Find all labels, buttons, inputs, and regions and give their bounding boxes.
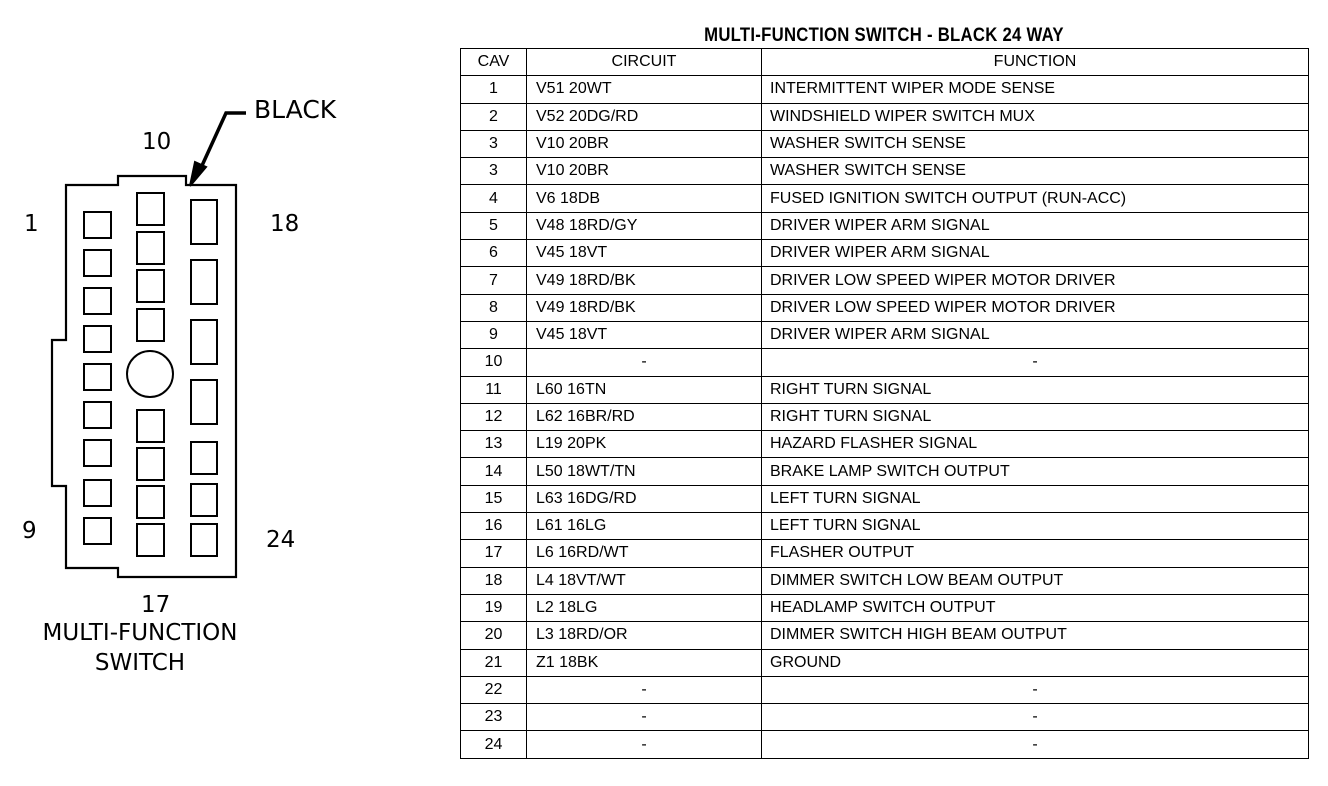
cell-cav: 3 — [461, 130, 527, 157]
cell-cav: 13 — [461, 431, 527, 458]
cell-cav: 16 — [461, 513, 527, 540]
table-row — [461, 676, 1309, 703]
header-circuit: CIRCUIT — [527, 49, 762, 76]
table-row — [461, 622, 1309, 649]
connector-caption-line2: SWITCH — [94, 650, 186, 676]
cell-function: RIGHT TURN SIGNAL — [762, 403, 1309, 430]
cell-cav: 15 — [461, 485, 527, 512]
cavity-column-middle — [127, 193, 173, 556]
table-row — [461, 294, 1309, 321]
cell-cav: 12 — [461, 403, 527, 430]
cell-circuit: L4 18VT/WT — [527, 567, 762, 594]
cavity — [137, 270, 164, 302]
pinout-table — [460, 48, 1309, 759]
cell-function: FLASHER OUTPUT — [762, 540, 1309, 567]
cell-cav: 20 — [461, 622, 527, 649]
table-row — [461, 130, 1309, 157]
cell-function: - — [762, 349, 1309, 376]
table-row — [461, 458, 1309, 485]
cavity — [84, 364, 111, 390]
table-row — [461, 185, 1309, 212]
cavity — [137, 309, 164, 341]
cavity — [137, 410, 164, 442]
label-arrow-head — [190, 162, 206, 186]
cell-circuit: V48 18RD/GY — [527, 212, 762, 239]
cell-cav: 19 — [461, 594, 527, 621]
cell-cav: 17 — [461, 540, 527, 567]
cavity — [84, 402, 111, 428]
cell-circuit: - — [527, 731, 762, 758]
cell-circuit: L60 16TN — [527, 376, 762, 403]
cavity — [84, 326, 111, 352]
cell-circuit: L62 16BR/RD — [527, 403, 762, 430]
cell-function: WINDSHIELD WIPER SWITCH MUX — [762, 103, 1309, 130]
table-row — [461, 403, 1309, 430]
cell-function: DRIVER WIPER ARM SIGNAL — [762, 212, 1309, 239]
pin-label-top: 10 — [142, 129, 172, 155]
cavity — [191, 442, 217, 474]
table-row — [461, 567, 1309, 594]
pin-label-bottom-left: 9 — [22, 518, 37, 544]
cell-circuit: V10 20BR — [527, 130, 762, 157]
cell-function: WASHER SWITCH SENSE — [762, 130, 1309, 157]
cell-function: HEADLAMP SWITCH OUTPUT — [762, 594, 1309, 621]
cell-circuit: Z1 18BK — [527, 649, 762, 676]
cell-circuit: L6 16RD/WT — [527, 540, 762, 567]
cell-cav: 4 — [461, 185, 527, 212]
cell-cav: 22 — [461, 676, 527, 703]
cell-function: DRIVER WIPER ARM SIGNAL — [762, 240, 1309, 267]
cavity — [191, 200, 217, 244]
cell-circuit: L63 16DG/RD — [527, 485, 762, 512]
cavity-column-right — [191, 200, 217, 556]
cell-circuit: L50 18WT/TN — [527, 458, 762, 485]
cell-cav: 24 — [461, 731, 527, 758]
cavity — [191, 260, 217, 304]
cell-function: GROUND — [762, 649, 1309, 676]
pin-label-top-left: 1 — [24, 211, 39, 237]
cell-function: - — [762, 731, 1309, 758]
table-title: MULTI-FUNCTION SWITCH - BLACK 24 WAY — [704, 25, 1064, 46]
header-cav: CAV — [461, 49, 527, 76]
cell-function: - — [762, 676, 1309, 703]
cavity — [137, 193, 164, 225]
cell-function: - — [762, 704, 1309, 731]
cell-function: DRIVER LOW SPEED WIPER MOTOR DRIVER — [762, 267, 1309, 294]
table-row — [461, 212, 1309, 239]
cavity — [191, 320, 217, 364]
cell-circuit: - — [527, 704, 762, 731]
cavity — [84, 212, 111, 238]
cell-function: WASHER SWITCH SENSE — [762, 158, 1309, 185]
table-row — [461, 376, 1309, 403]
table-row — [461, 267, 1309, 294]
table-row — [461, 513, 1309, 540]
table-row — [461, 158, 1309, 185]
cavity-column-left — [84, 212, 111, 544]
cell-cav: 8 — [461, 294, 527, 321]
table-row — [461, 240, 1309, 267]
table-body — [461, 76, 1309, 758]
connector-color-label: BLACK — [254, 95, 337, 124]
cell-circuit: V10 20BR — [527, 158, 762, 185]
cell-function: FUSED IGNITION SWITCH OUTPUT (RUN-ACC) — [762, 185, 1309, 212]
cavity — [84, 518, 111, 544]
cell-function: LEFT TURN SIGNAL — [762, 485, 1309, 512]
cell-cav: 3 — [461, 158, 527, 185]
cell-cav: 23 — [461, 704, 527, 731]
cell-function: DIMMER SWITCH HIGH BEAM OUTPUT — [762, 622, 1309, 649]
table-row — [461, 103, 1309, 130]
cavity — [84, 480, 111, 506]
table-row — [461, 349, 1309, 376]
label-arrow — [200, 113, 246, 170]
cell-circuit: L19 20PK — [527, 431, 762, 458]
cell-cav: 5 — [461, 212, 527, 239]
connector-diagram — [0, 0, 440, 786]
table-row — [461, 540, 1309, 567]
keying-post — [127, 351, 173, 397]
cell-cav: 9 — [461, 321, 527, 348]
cell-cav: 18 — [461, 567, 527, 594]
cavity — [137, 448, 164, 480]
cavity — [84, 440, 111, 466]
cell-cav: 7 — [461, 267, 527, 294]
cell-function: BRAKE LAMP SWITCH OUTPUT — [762, 458, 1309, 485]
cell-circuit: L61 16LG — [527, 513, 762, 540]
table-row — [461, 594, 1309, 621]
cell-function: HAZARD FLASHER SIGNAL — [762, 431, 1309, 458]
cell-function: DIMMER SWITCH LOW BEAM OUTPUT — [762, 567, 1309, 594]
cell-cav: 1 — [461, 76, 527, 103]
table-row — [461, 704, 1309, 731]
cell-circuit: L3 18RD/OR — [527, 622, 762, 649]
table-row — [461, 731, 1309, 758]
cell-function: LEFT TURN SIGNAL — [762, 513, 1309, 540]
cell-circuit: V49 18RD/BK — [527, 294, 762, 321]
pin-label-bottom: 17 — [141, 592, 171, 618]
cell-cav: 10 — [461, 349, 527, 376]
table-row — [461, 485, 1309, 512]
table-row — [461, 321, 1309, 348]
cell-function: DRIVER LOW SPEED WIPER MOTOR DRIVER — [762, 294, 1309, 321]
cell-function: INTERMITTENT WIPER MODE SENSE — [762, 76, 1309, 103]
cell-circuit: V6 18DB — [527, 185, 762, 212]
cell-cav: 6 — [461, 240, 527, 267]
table-row — [461, 431, 1309, 458]
table-row — [461, 649, 1309, 676]
cell-function: RIGHT TURN SIGNAL — [762, 376, 1309, 403]
pin-label-bottom-right: 24 — [266, 527, 296, 553]
cell-function: DRIVER WIPER ARM SIGNAL — [762, 321, 1309, 348]
cell-circuit: V45 18VT — [527, 240, 762, 267]
table-header-row — [461, 49, 1309, 76]
cavity — [191, 380, 217, 424]
cell-circuit: L2 18LG — [527, 594, 762, 621]
cell-circuit: V49 18RD/BK — [527, 267, 762, 294]
cavity — [137, 232, 164, 264]
connector-caption-line1: MULTI-FUNCTION — [42, 620, 238, 646]
table-row — [461, 76, 1309, 103]
cell-cav: 14 — [461, 458, 527, 485]
cell-circuit: - — [527, 349, 762, 376]
cell-circuit: V51 20WT — [527, 76, 762, 103]
pin-label-top-right: 18 — [270, 211, 300, 237]
cell-cav: 11 — [461, 376, 527, 403]
header-function: FUNCTION — [762, 49, 1309, 76]
cavity — [137, 524, 164, 556]
cavity — [84, 288, 111, 314]
cavity — [191, 484, 217, 516]
cell-cav: 21 — [461, 649, 527, 676]
cell-circuit: V45 18VT — [527, 321, 762, 348]
cell-circuit: - — [527, 676, 762, 703]
cell-circuit: V52 20DG/RD — [527, 103, 762, 130]
cavity — [137, 486, 164, 518]
cavity — [191, 524, 217, 556]
cell-cav: 2 — [461, 103, 527, 130]
cavity — [84, 250, 111, 276]
